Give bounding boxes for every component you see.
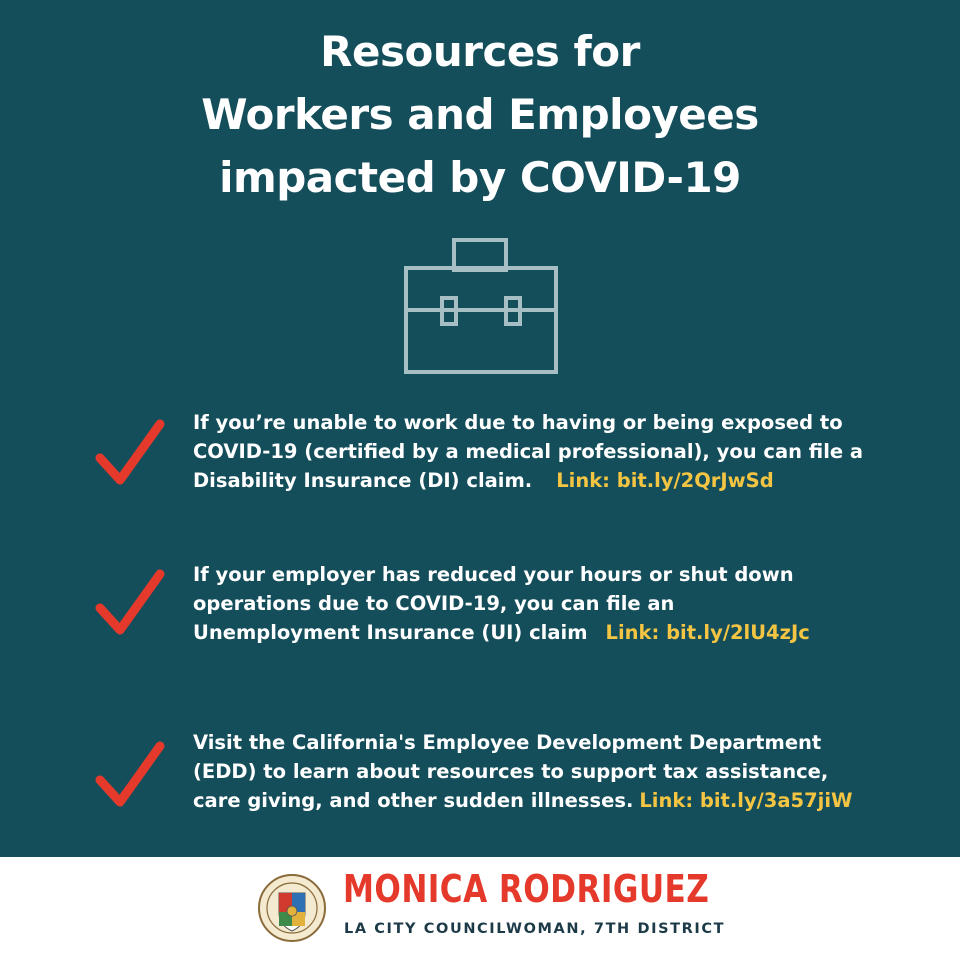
edd-link[interactable]: Link: bit.ly/3a57jiW — [639, 789, 853, 812]
city-seal-icon — [257, 873, 327, 943]
checkmark-icon — [92, 740, 166, 810]
item-line: Visit the California's Employee Development Department — [193, 731, 822, 754]
item-text — [193, 408, 933, 495]
item-line: If you’re unable to work due to having or being exposed to — [193, 411, 843, 434]
ui-claim-link[interactable]: Link: bit.ly/2lU4zJc — [605, 621, 810, 644]
item-line: Disability Insurance (DI) claim. — [193, 469, 533, 492]
title-line-1: Resources for — [320, 27, 640, 76]
item-line: operations due to COVID-19, you can file an — [193, 592, 675, 615]
item-text — [193, 728, 933, 815]
item-line: care giving, and other sudden illnesses. — [193, 789, 634, 812]
item-line: (EDD) to learn about resources to support tax assistance, — [193, 760, 829, 783]
item-line: COVID-19 (certified by a medical professional), you can file a — [193, 440, 864, 463]
item-line-with-link — [193, 618, 933, 647]
checkmark-icon — [92, 418, 166, 488]
item-line-with-link — [193, 786, 933, 815]
page-title — [0, 20, 960, 209]
item-line: If your employer has reduced your hours or shut down — [193, 563, 794, 586]
item-text — [193, 560, 933, 647]
title-line-3: impacted by COVID-19 — [219, 153, 741, 202]
councilwoman-title: LA CITY COUNCILWOMAN, 7TH DISTRICT — [344, 921, 726, 937]
title-line-2: Workers and Employees — [201, 90, 759, 139]
item-line: Unemployment Insurance (UI) claim — [193, 621, 588, 644]
di-claim-link[interactable]: Link: bit.ly/2QrJwSd — [556, 469, 774, 492]
item-line-with-link — [193, 466, 933, 495]
councilwoman-name: MONICA RODRIGUEZ — [343, 867, 710, 911]
briefcase-icon — [402, 236, 560, 376]
checkmark-icon — [92, 568, 166, 638]
